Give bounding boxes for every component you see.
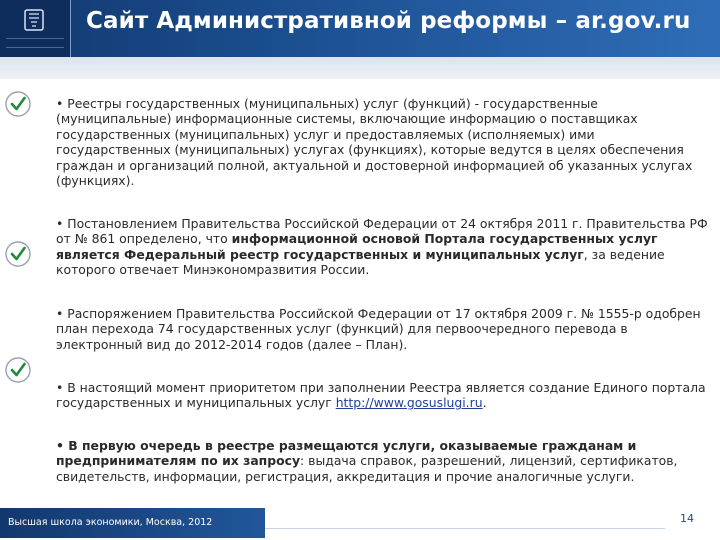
check-circle-icon xyxy=(4,356,32,384)
hse-emblem-icon xyxy=(22,8,46,32)
bullet-text: • Распоряжением Правительства Российской Федерации от 17 октября 2009 г. № 1555-р одобрен план перехода 74 государственных услуг (функций) для первоочередного перевода в электронный вид до 2012-2014 годов (далее – План). xyxy=(56,306,701,352)
bullet-priority xyxy=(56,380,708,411)
bullet-bold-text: информационной основой Портала государственных услуг является Федеральный реестр государственных и муниципальных услуг xyxy=(56,231,658,262)
subheader-band xyxy=(0,57,720,79)
gosuslugi-link[interactable]: http://www.gosuslugi.ru xyxy=(335,395,483,411)
header-bar xyxy=(0,0,720,57)
footer-divider xyxy=(265,528,665,529)
bullet-order-1555 xyxy=(56,306,708,352)
bullet-bold-text: • В первую очередь в реестре размещаются услуги, оказываемые гражданам и предпринимателям по их запросу xyxy=(56,438,637,469)
logo xyxy=(0,0,71,57)
bullet-first-priority xyxy=(56,438,708,484)
bullet-text: • Постановлением Правительства Российской Федерации от 24 октября 2011 г. Правительства РФ от № 861 определено, что xyxy=(56,216,708,247)
bullet-text: : выдача справок, разрешений, лицензий, сертификатов, свидетельств, информации, регистрация, аккредитация и прочие аналогичные услуги. xyxy=(56,453,678,484)
check-circle-icon xyxy=(4,240,32,268)
footer-text: Высшая школа экономики, Москва, 2012 xyxy=(8,517,213,528)
logo-caption xyxy=(6,38,64,48)
bullet-resolution-861 xyxy=(56,216,708,278)
bullet-text: , за ведение которого отвечает Минэкономразвития России. xyxy=(56,246,665,278)
bullet-text: . xyxy=(482,395,487,411)
bullet-registries xyxy=(56,96,708,188)
footer-bar xyxy=(0,508,265,538)
bullet-text: • Реестры государственных (муниципальных) услуг (функций) - государственные (муниципальные) информационные системы, включающие информацию о поставщиках государственных (муниципальных) услуг и предоставляемых (исполняемых) ими государственных (муниципальных) услугах (функциях), которые ведутся в целях обеспечения граждан и организаций полной, актуальной и достоверной информацией об указанных услугах (функциях). xyxy=(56,96,693,189)
check-circle-icon xyxy=(4,90,32,118)
bullet-text: • В настоящий момент приоритетом при заполнении Реестра является создание Единого портала государственных и муниципальных услуг xyxy=(56,380,706,411)
page-number: 14 xyxy=(680,512,694,525)
page-title: Сайт Административной реформы – ar.gov.ru xyxy=(86,8,691,34)
